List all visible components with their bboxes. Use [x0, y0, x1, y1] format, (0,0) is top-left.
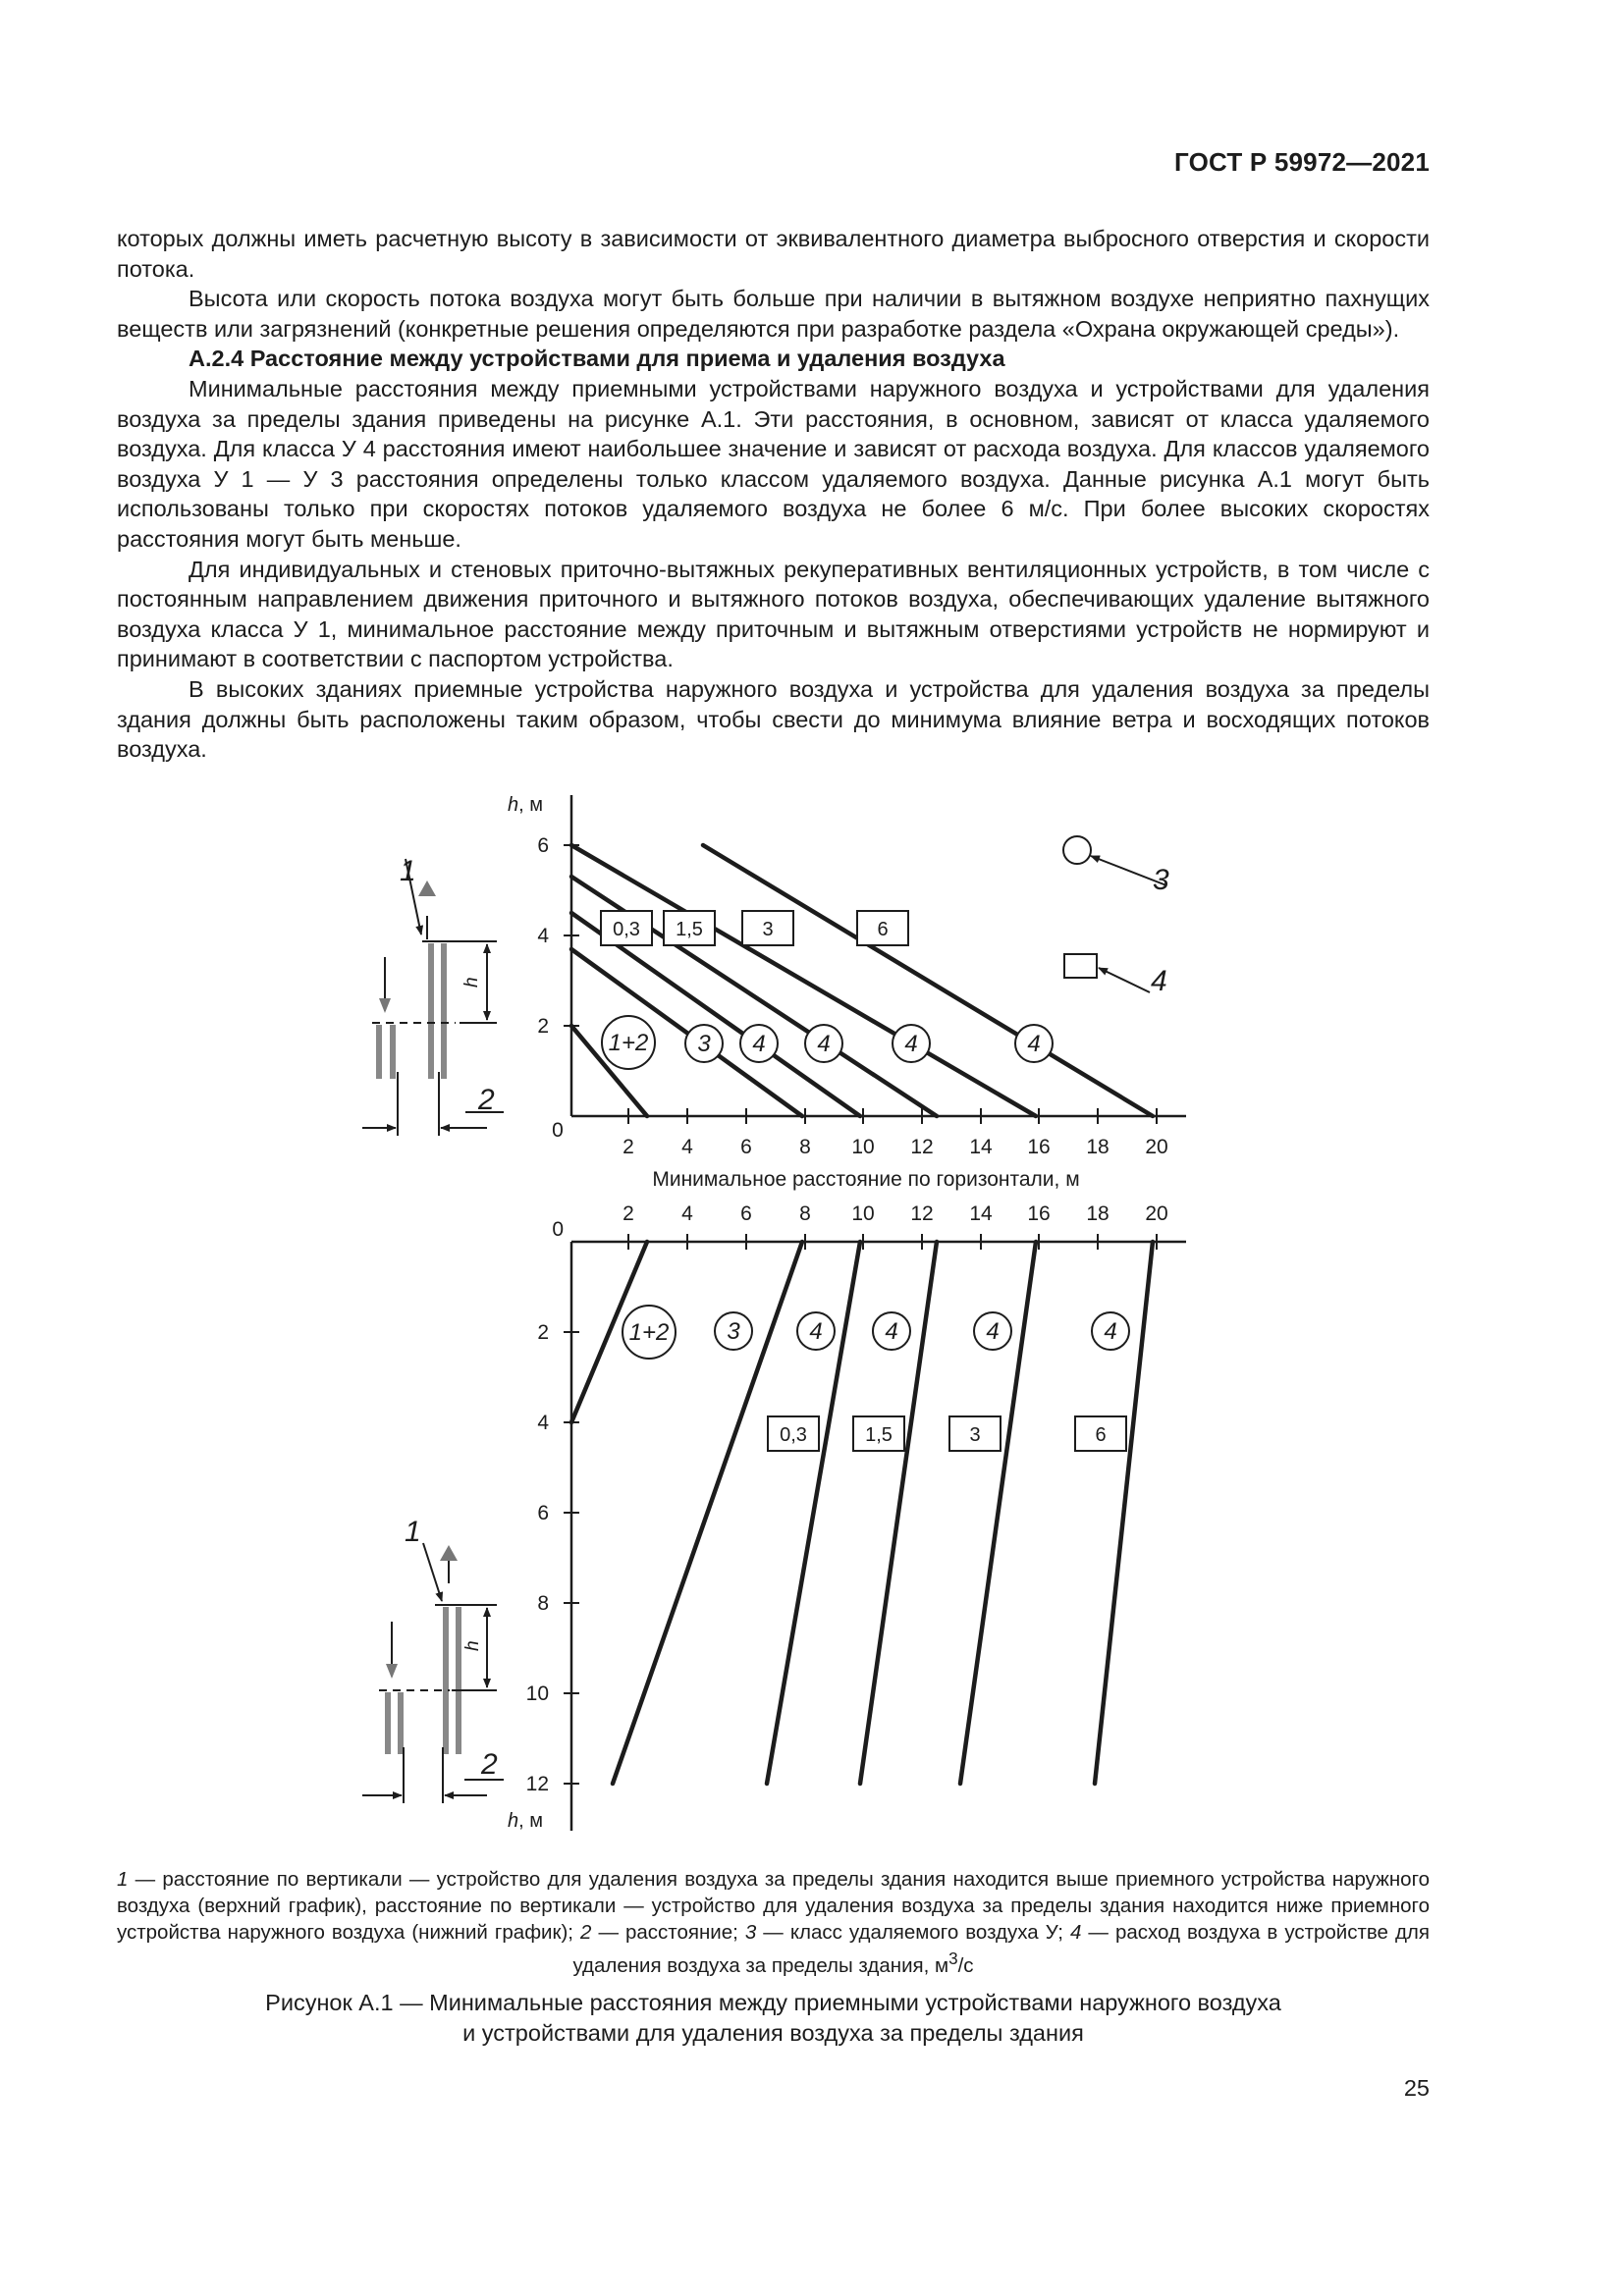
legend-ref: 1: [117, 1868, 129, 1891]
lower-schematic-label-1: 1: [405, 1516, 421, 1548]
section-heading: А.2.4 Расстояние между устройствами для приема и удаления воздуха: [189, 346, 1005, 372]
x-tick-label: 4: [681, 1202, 693, 1225]
y-tick-label: 0: [552, 1218, 564, 1241]
y-tick-label: 2: [537, 1015, 549, 1038]
paragraph-continuation: которых должны иметь расчетную высоту в зависимости от эквивалентного диаметра выбросного отверстия и скорости потока.: [117, 226, 1430, 282]
y-tick-label: 6: [537, 834, 549, 857]
flow-label: 3: [762, 919, 774, 940]
caption-line: Рисунок А.1 — Минимальные расстояния между приемными устройствами наружного воздуха: [265, 1990, 1281, 2015]
legend-text: — расстояние по вертикали — устройство для удаления воздуха за пределы здания находится выше приемного устройства наружного воздуха (верхний график), расстояние по вертикали — устройство для удаления воздуха за пределы здания находится ниже приемного устройства наружного воздуха (нижний график);: [117, 1868, 1430, 1944]
flow-label: 1,5: [676, 919, 703, 940]
x-tick-label: 8: [799, 1202, 811, 1225]
y-tick-label: 8: [537, 1592, 549, 1615]
legend-text: — расход воздуха в устройстве для удаления воздуха за пределы здания, м: [572, 1921, 1430, 1977]
legend-ref: 3: [744, 1921, 757, 1944]
class-label: 1+2: [628, 1319, 670, 1346]
lower-chart: [508, 1202, 1186, 1832]
x-tick-label: 20: [1145, 1136, 1168, 1158]
y-tick-label: 6: [537, 1502, 549, 1524]
class-label: 4: [817, 1031, 831, 1057]
upper-y-axis-label: h, м: [508, 794, 543, 816]
flow-label: 6: [877, 919, 889, 940]
x-tick-label: 2: [623, 1136, 634, 1158]
lower-flow-labels: [768, 1416, 1126, 1451]
class-label: 3: [697, 1031, 711, 1057]
x-tick-label: 18: [1086, 1202, 1110, 1225]
lower-y-axis-label: h, м: [508, 1810, 543, 1832]
class-label: 4: [986, 1318, 1000, 1345]
x-tick-label: 20: [1145, 1202, 1168, 1225]
upper-flow-labels: [601, 911, 908, 945]
upper-schematic-label-h: h: [461, 977, 482, 988]
flow-label: 0,3: [780, 1424, 807, 1446]
x-tick-label: 12: [910, 1202, 934, 1225]
figure-caption: [117, 1988, 1430, 2049]
lower-class-labels: [623, 1306, 1129, 1359]
class-label: 4: [885, 1318, 898, 1345]
legend-ref: 4: [1070, 1921, 1082, 1944]
class-label: 4: [1027, 1031, 1041, 1057]
x-tick-label: 0: [552, 1119, 564, 1142]
lower-schematic-label-2: 2: [481, 1748, 498, 1781]
class-label: 3: [727, 1318, 740, 1345]
y-tick-label: 2: [537, 1321, 549, 1344]
paragraph: Для индивидуальных и стеновых приточно-вытяжных рекуперативных вентиляционных устройств, в том числе с постоянным направлением движения приточного и вытяжного потоков воздуха, обеспечивающих удаление вытяжного воздуха класса У 1, минимальное расстояние между приточным и вытяжным отверстиями устройств не нормируют и принимают в соответствии с паспортом устройства.: [117, 556, 1430, 672]
paragraph: Минимальные расстояния между приемными устройствами наружного воздуха и устройствами для удаления воздуха за пределы здания приведены на рисунке А.1. Эти расстояния, в основном, зависят от класса удаляемого воздуха. Для класса У 4 расстояния имеют наибольшее значение и зависят от расхода воздуха. Для классов удаляемого воздуха У 1 — У 3 расстояния определены только классом удаляемого воздуха. Данные рисунка А.1 могут быть использованы только при скоростях потоков удаляемого воздуха не более 6 м/с. При более высоких скоростях расстояния могут быть меньше.: [117, 375, 1430, 552]
class-label: 4: [809, 1318, 823, 1345]
x-tick-label: 16: [1027, 1136, 1051, 1158]
x-tick-label: 6: [740, 1202, 752, 1225]
y-tick-label: 4: [537, 925, 549, 947]
body-text: [117, 224, 1430, 765]
paragraph: В высоких зданиях приемные устройства наружного воздуха и устройства для удаления воздуха за пределы здания должны быть расположены таким образом, чтобы свести до минимума влияние ветра и восходящих потоков воздуха.: [117, 675, 1430, 763]
upper-schematic-label-2: 2: [478, 1084, 495, 1116]
x-tick-label: 6: [740, 1136, 752, 1158]
caption-line: и устройствами для удаления воздуха за пределы здания: [462, 2020, 1084, 2046]
legend-ref-4: 4: [1151, 965, 1167, 997]
x-tick-label: 4: [681, 1136, 693, 1158]
flow-label: 3: [969, 1424, 981, 1446]
x-tick-label: 14: [969, 1202, 993, 1225]
y-tick-label: 4: [537, 1412, 549, 1434]
upper-y-ticks: [537, 834, 579, 1038]
x-tick-label: 2: [623, 1202, 634, 1225]
flow-label: 1,5: [865, 1424, 893, 1446]
legend-text: /с: [957, 1953, 974, 1977]
x-tick-label: 16: [1027, 1202, 1051, 1225]
upper-x-axis-label: Минимальное расстояние по горизонтали, м: [652, 1168, 1080, 1191]
figure-legend: [117, 1866, 1430, 1979]
x-tick-label: 8: [799, 1136, 811, 1158]
x-tick-label: 10: [851, 1202, 875, 1225]
legend-ref: 2: [580, 1921, 592, 1944]
class-label: 4: [752, 1031, 766, 1057]
legend-text: — расстояние;: [591, 1921, 745, 1944]
flow-label: 6: [1095, 1424, 1107, 1446]
legend-superscript: 3: [948, 1949, 958, 1968]
y-tick-label: 12: [525, 1773, 549, 1795]
upper-class-labels: [602, 1016, 1053, 1069]
paragraph: Высота или скорость потока воздуха могут быть больше при наличии в вытяжном воздухе неприятно пахнущих веществ или загрязнений (конкретные решения определяются при разработке раздела «Охрана окружающей среды»).: [117, 286, 1430, 342]
x-tick-label: 10: [851, 1136, 875, 1158]
upper-chart: [508, 794, 1186, 1191]
x-tick-label: 14: [969, 1136, 993, 1158]
flow-label: 0,3: [613, 919, 640, 940]
y-tick-label: 10: [525, 1682, 549, 1705]
lower-schematic-label-h: h: [462, 1640, 483, 1651]
x-tick-label: 12: [910, 1136, 934, 1158]
class-label: 4: [904, 1031, 918, 1057]
upper-series: [571, 845, 1153, 1116]
series-line-4-6: [703, 845, 1153, 1116]
page-number: 25: [1403, 2075, 1430, 2101]
legend-text: — класс удаляемого воздуха У;: [756, 1921, 1070, 1944]
legend-ref-3: 3: [1153, 864, 1169, 896]
class-label: 4: [1104, 1318, 1117, 1345]
document-header: ГОСТ Р 59972—2021: [1174, 147, 1430, 177]
x-tick-label: 18: [1086, 1136, 1110, 1158]
upper-schematic-label-1: 1: [400, 855, 416, 887]
class-label: 1+2: [608, 1030, 649, 1056]
figure-a1: [0, 766, 1624, 1855]
